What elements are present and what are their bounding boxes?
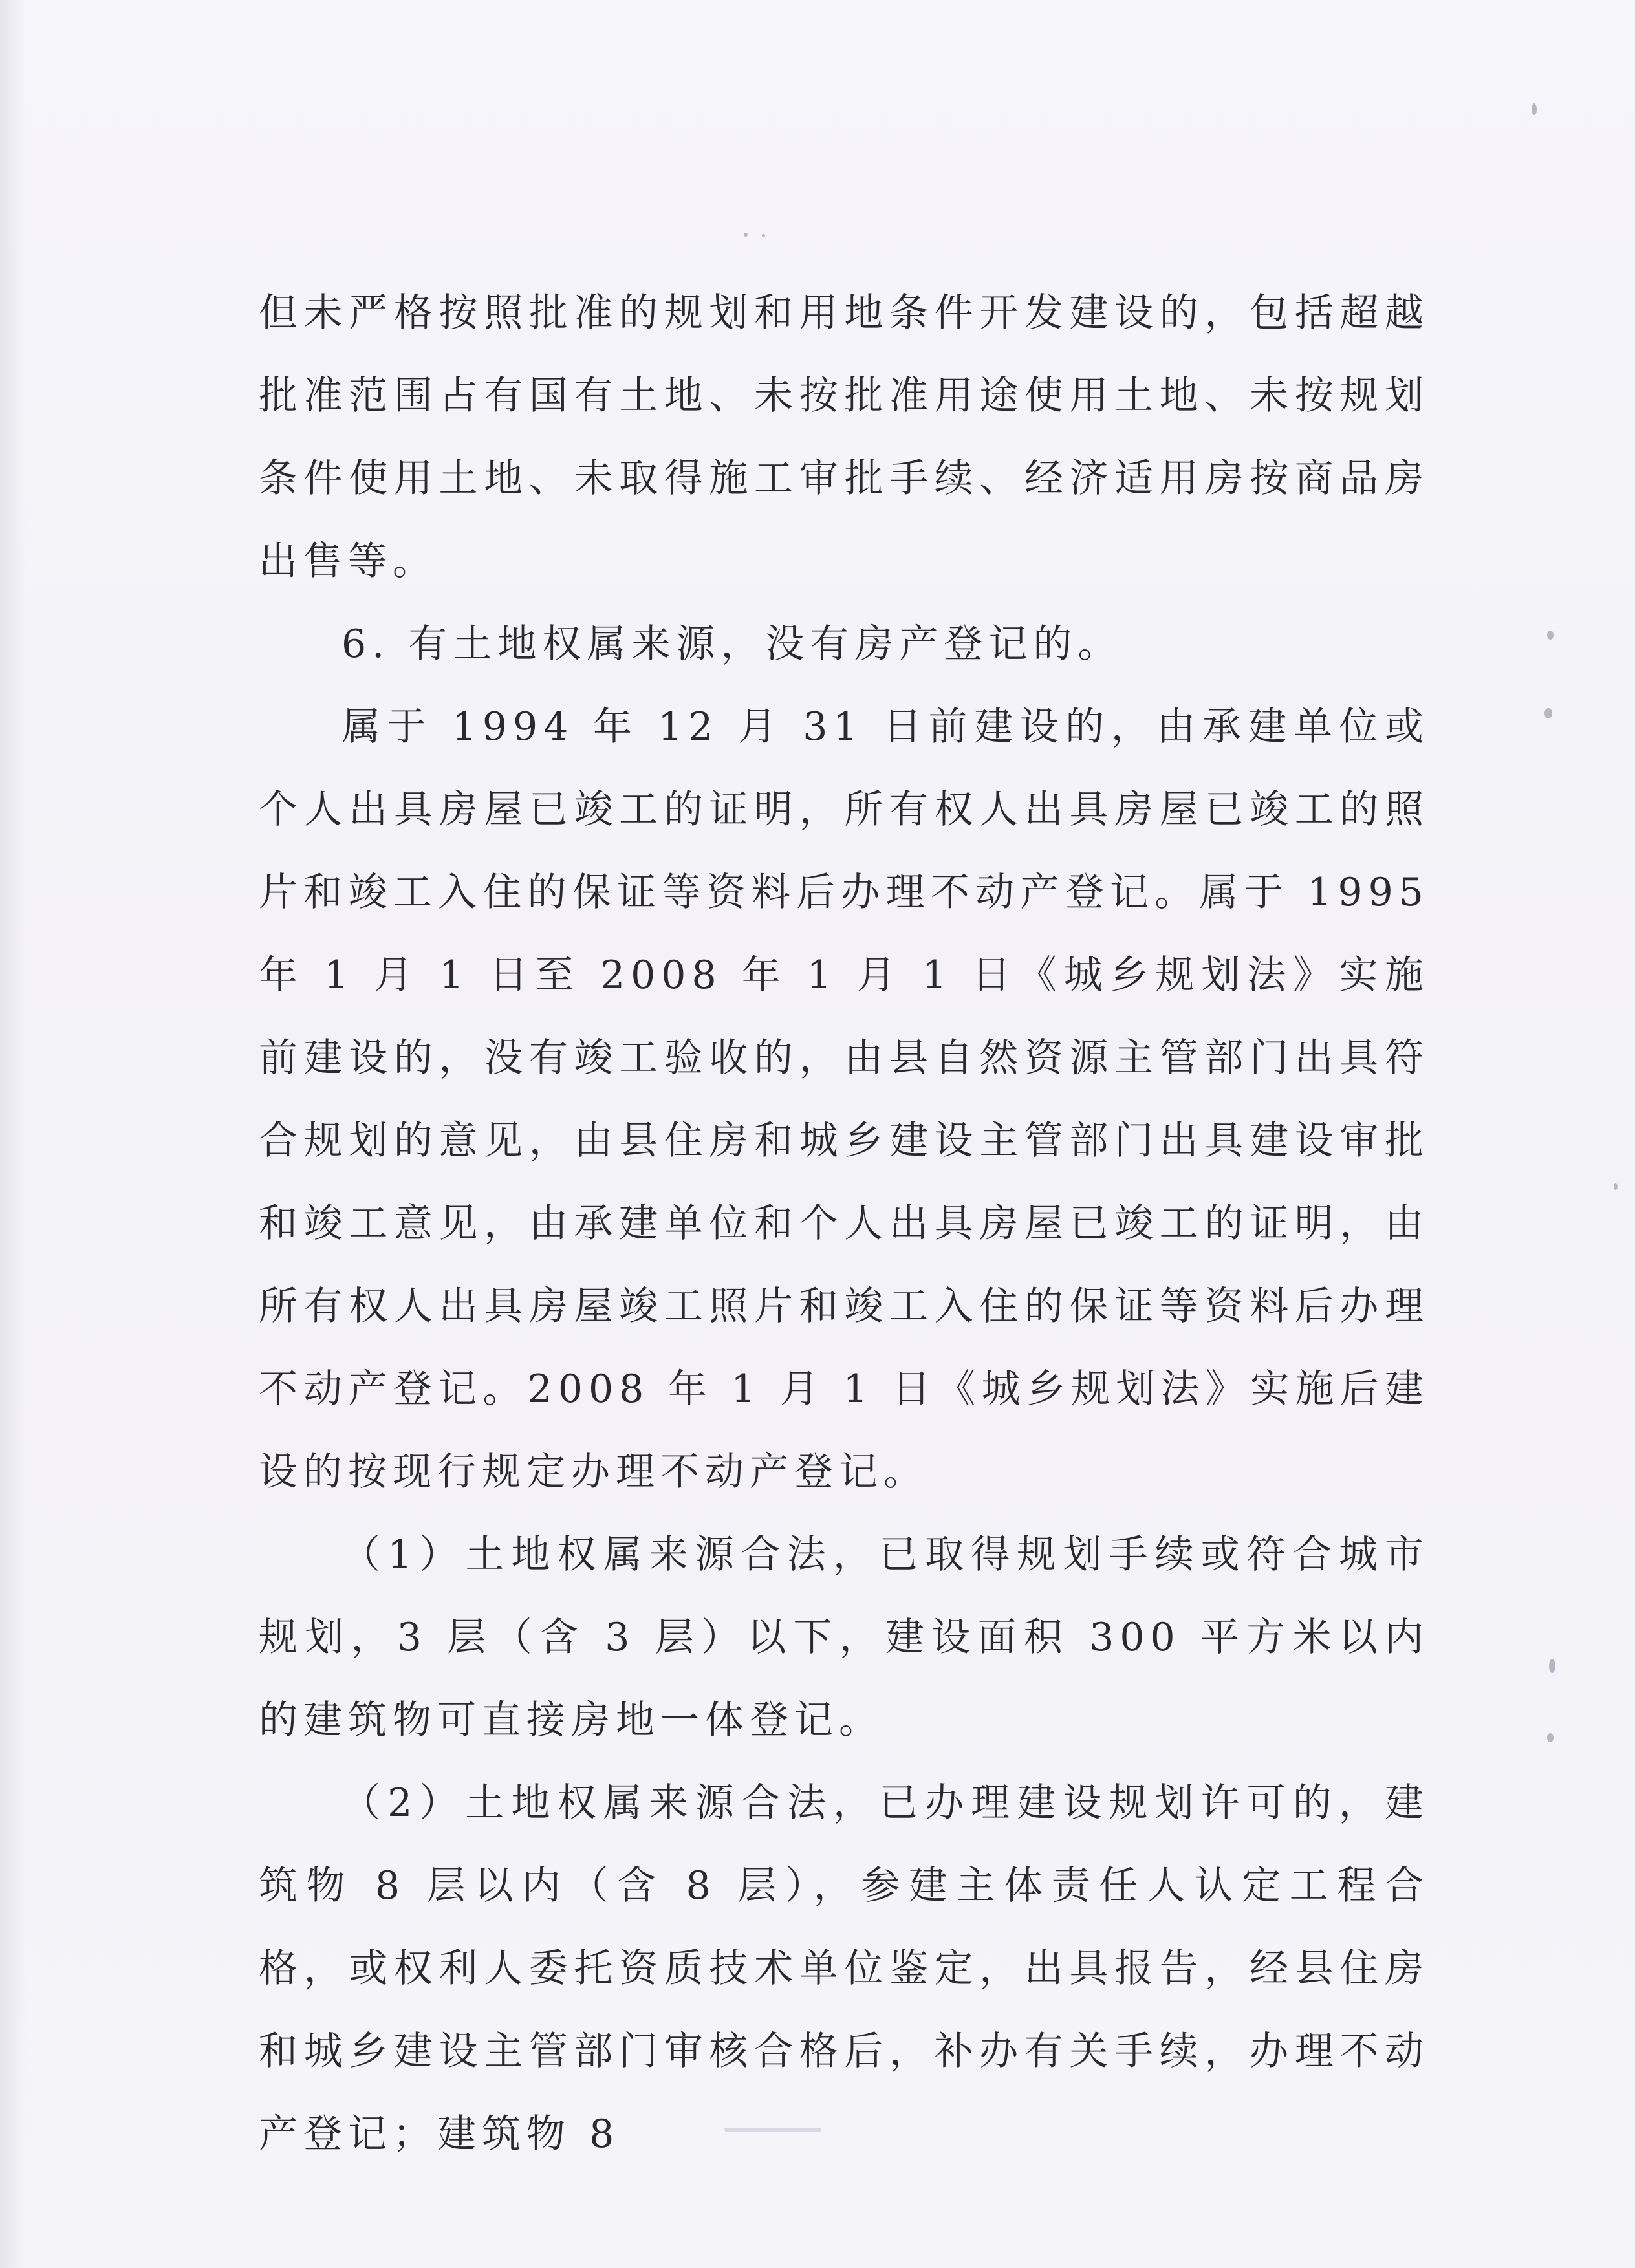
scan-speck [1544, 708, 1552, 718]
scan-speck [1549, 1659, 1555, 1673]
document-body [259, 272, 1429, 2176]
paragraph-subitem-1: （1）土地权属来源合法，已取得规划手续或符合城市规划，3 层（含 3 层）以下，建设面积 300 平方米以内的建筑物可直接房地一体登记。 [259, 1532, 1429, 1743]
paragraph-item-6-body: 属于 1994 年 12 月 31 日前建设的，由承建单位或个人出具房屋已竣工的证明，所有权人出具房屋已竣工的照片和竣工入住的保证等资料后办理不动产登记。属于 1995 年 1 月 1 日至 2008 年 1 月 1 日《城乡规划法》实施前建设的，没有竣工验收的，由县自然资源主管部门出具符合规划的意见，由县住房和城乡建设主管部门出具建设审批和竣工意见，由承建单位和个人出具房屋已竣工的证明，由所有权人出具房屋竣工照片和竣工入住的保证等资料后办理不动产登记。2008 年 1 月 1 日《城乡规划法》实施后建设的按现行规定办理不动产登记。 [259, 704, 1429, 1495]
scan-speck [1614, 1183, 1618, 1190]
scan-bottom-mark [724, 2128, 821, 2132]
scan-edge-shadow [0, 0, 26, 2268]
scan-speck [762, 234, 765, 237]
scan-speck [1547, 1733, 1554, 1742]
scan-speck [744, 233, 748, 237]
paragraph-continuation: 但未严格按照批准的规划和用地条件开发建设的，包括超越批准范围占有国有土地、未按批准用途使用土地、未按规划条件使用土地、未取得施工审批手续、经济适用房按商品房出售等。 [259, 290, 1429, 584]
paragraph-subitem-2: （2）土地权属来源合法，已办理建设规划许可的，建筑物 8 层以内（含 8 层），参建主体责任人认定工程合格，或权利人委托资质技术单位鉴定，出具报告，经县住房和城乡建设主管部门审核合格后，补办有关手续，办理不动产登记；建筑物 8 [259, 1780, 1429, 2157]
scan-speck [1532, 103, 1537, 115]
scan-speck [1547, 631, 1554, 640]
paragraph-item-6-heading: 6. 有土地权属来源，没有房产登记的。 [341, 621, 1123, 667]
